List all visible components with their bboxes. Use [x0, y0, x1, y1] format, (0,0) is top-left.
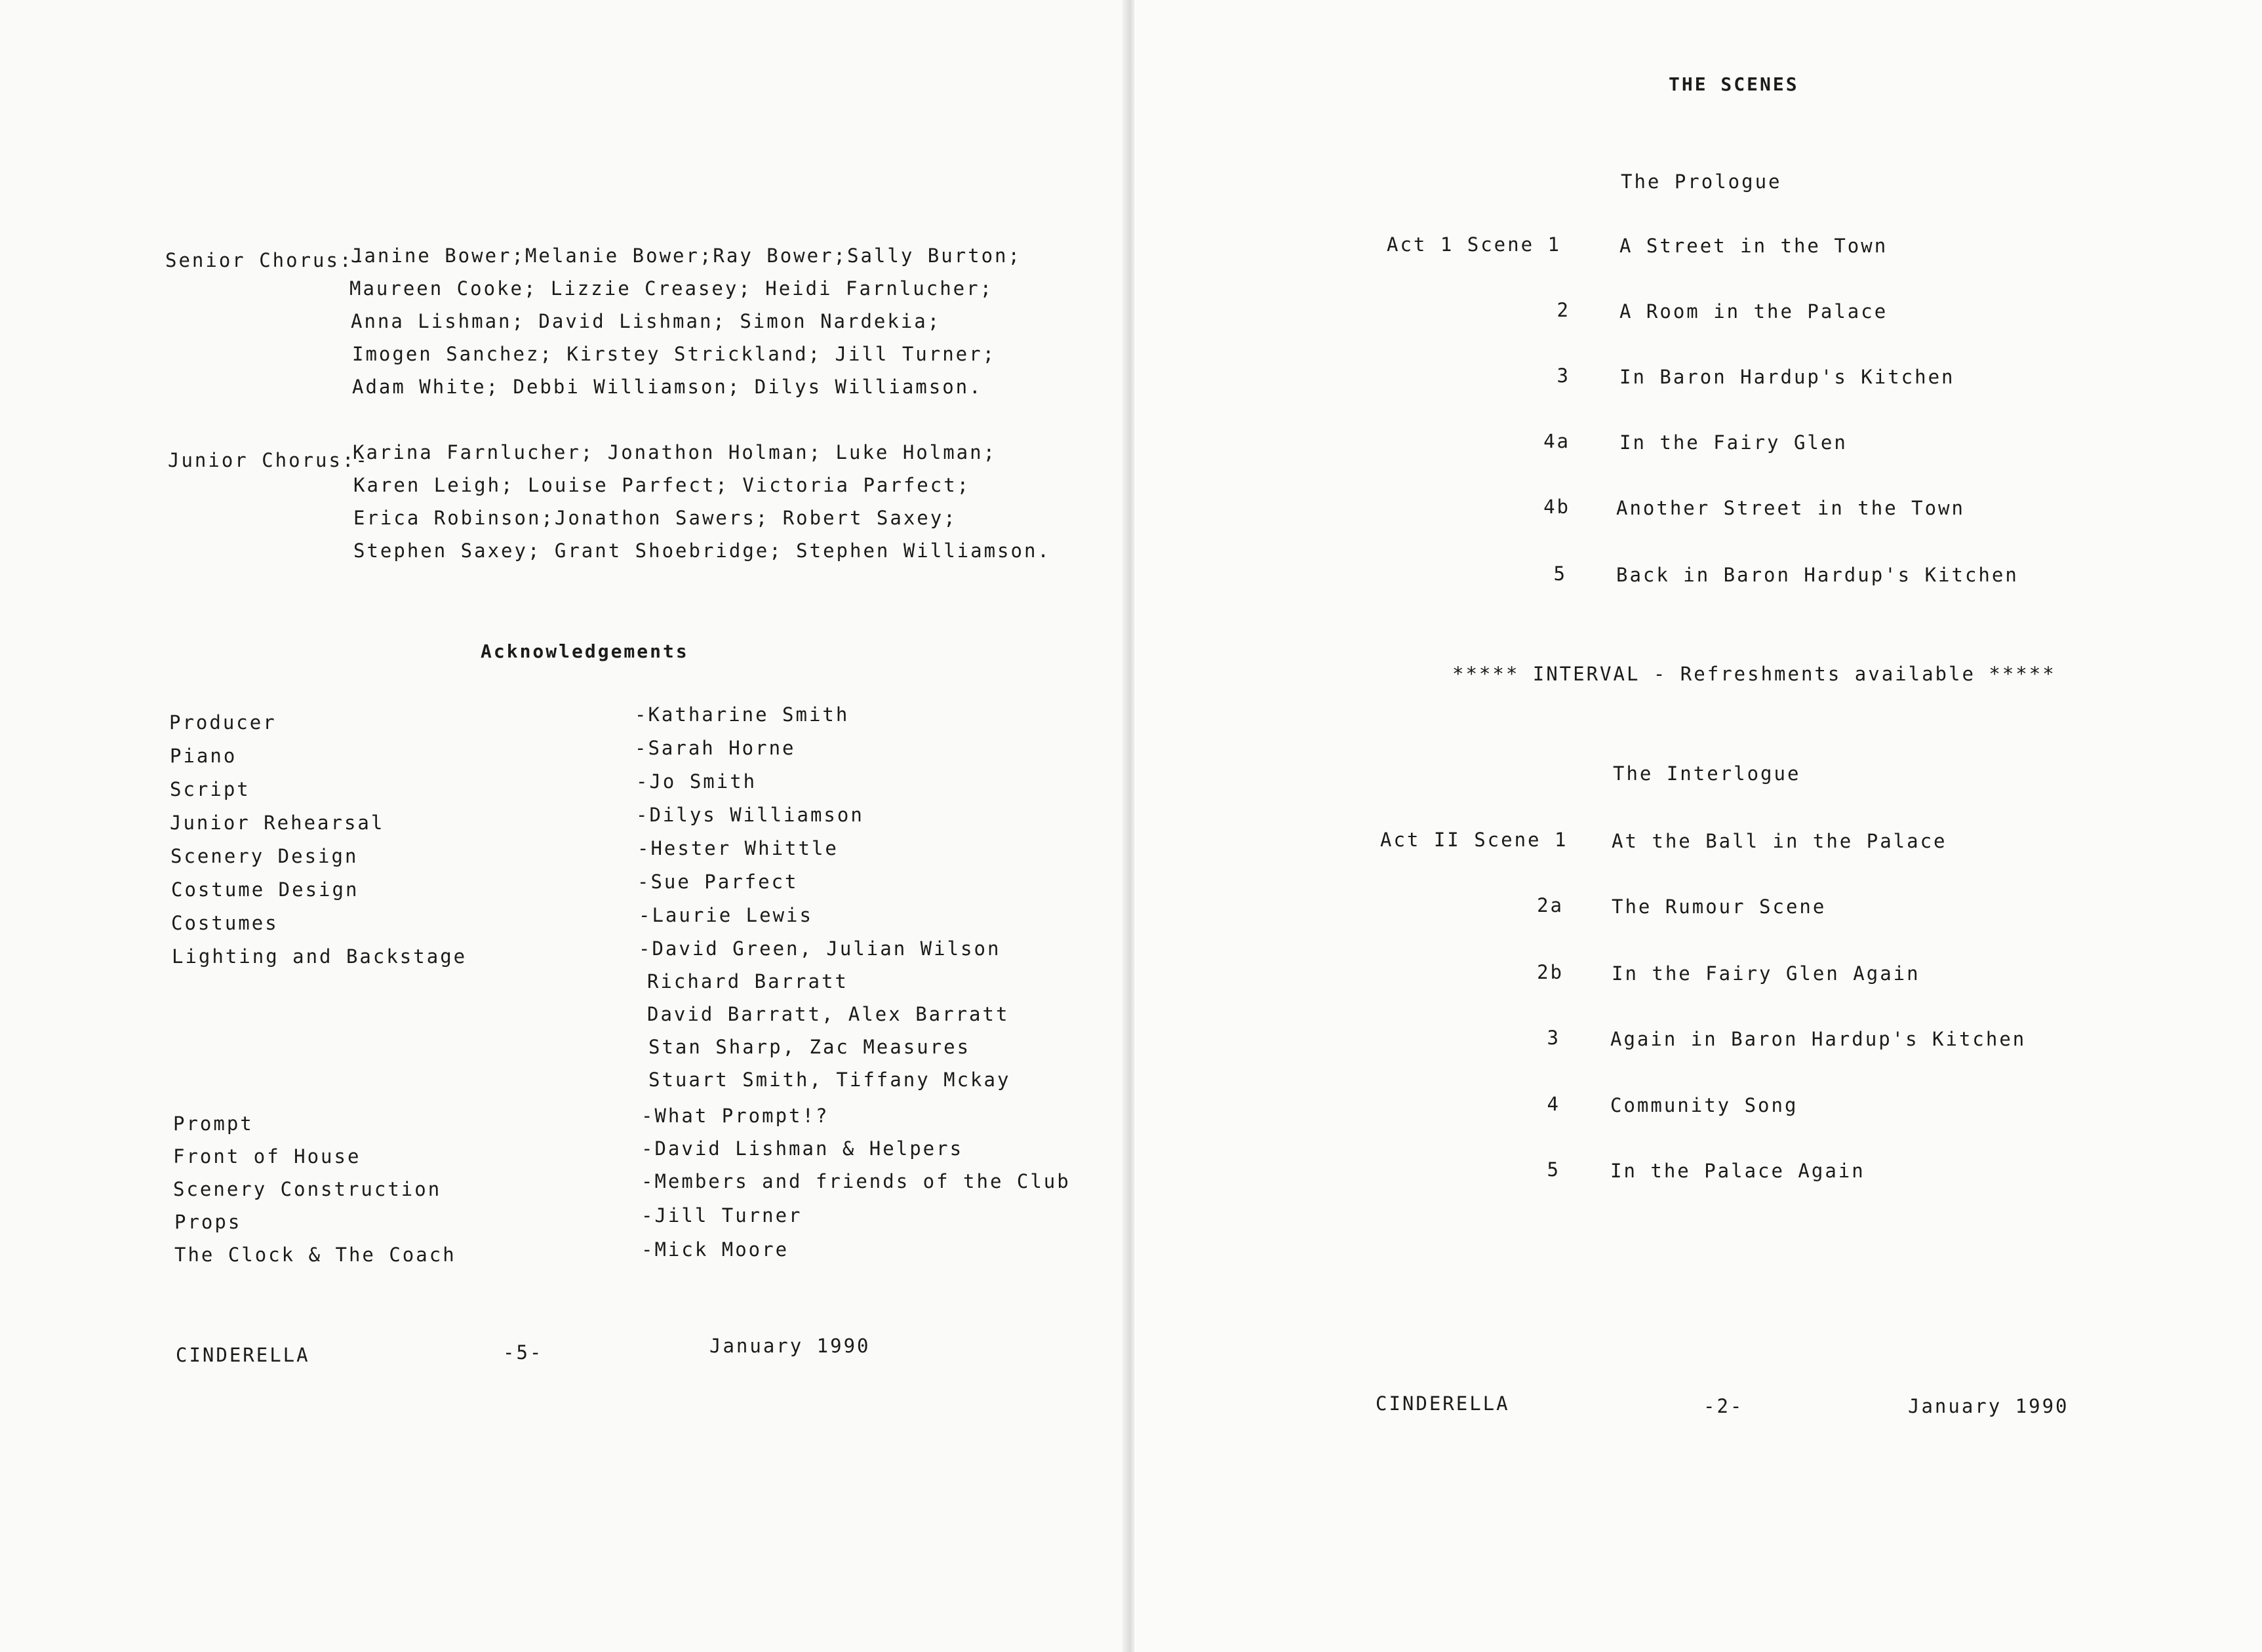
- ack-name: -Sarah Horne: [635, 737, 796, 759]
- interlogue-heading: The Interlogue: [1613, 762, 1801, 785]
- senior-chorus-line: Janine Bower;Melanie Bower;Ray Bower;Sally Burton;: [351, 245, 1022, 267]
- ack-role: Props: [174, 1211, 242, 1233]
- scene-number: 3: [1547, 1027, 1560, 1049]
- scene-description: A Room in the Palace: [1619, 300, 1888, 323]
- ack-role: Scenery Construction: [173, 1178, 442, 1200]
- scene-number: 3: [1557, 364, 1570, 387]
- scene-description: In Baron Hardup's Kitchen: [1619, 366, 1955, 388]
- scene-number: 4a: [1543, 430, 1570, 452]
- scene-description: In the Fairy Glen: [1619, 431, 1848, 454]
- footer-date: January 1990: [1908, 1395, 2069, 1417]
- scene-number: 4b: [1543, 496, 1570, 518]
- footer-page-number: -2-: [1703, 1395, 1744, 1417]
- scene-description: The Rumour Scene: [1612, 895, 1827, 918]
- ack-name: -Katharine Smith: [635, 703, 850, 726]
- acknowledgements-heading: Acknowledgements: [481, 640, 689, 662]
- junior-chorus-line: Stephen Saxey; Grant Shoebridge; Stephen Williamson.: [353, 540, 1051, 562]
- junior-chorus-line: Karina Farnlucher; Jonathon Holman; Luke Holman;: [353, 441, 997, 463]
- left-page: [0, 0, 1128, 1652]
- scene-description: At the Ball in the Palace: [1612, 830, 1947, 852]
- prologue-heading: The Prologue: [1621, 170, 1782, 193]
- ack-name: -Hester Whittle: [637, 837, 839, 859]
- ack-name: -What Prompt!?: [641, 1105, 829, 1127]
- footer-date: January 1990: [709, 1335, 871, 1357]
- ack-role: Piano: [170, 745, 237, 767]
- senior-chorus-line: Imogen Sanchez; Kirstey Strickland; Jill Turner;: [352, 343, 997, 365]
- scene-description: In the Fairy Glen Again: [1612, 962, 1920, 985]
- scene-description: Community Song: [1610, 1094, 1798, 1116]
- ack-name: -Members and friends of the Club: [641, 1170, 1071, 1192]
- ack-name: -Dilys Williamson: [636, 804, 864, 826]
- senior-chorus-label: Senior Chorus:-: [165, 249, 367, 271]
- scenes-heading: THE SCENES: [1669, 73, 1799, 95]
- junior-chorus-label: Junior Chorus:-: [168, 449, 369, 471]
- ack-name-continued: Stuart Smith, Tiffany Mckay: [648, 1069, 1011, 1091]
- ack-name-continued: Stan Sharp, Zac Measures: [648, 1036, 971, 1058]
- junior-chorus-line: Erica Robinson;Jonathon Sawers; Robert Saxey;: [353, 507, 957, 529]
- footer-title: CINDERELLA: [1376, 1392, 1510, 1415]
- scene-description: In the Palace Again: [1610, 1160, 1865, 1182]
- ack-name: -David Green, Julian Wilson: [639, 937, 1001, 960]
- scene-number: 5: [1553, 562, 1567, 585]
- interval-notice: ***** INTERVAL - Refreshments available *****: [1452, 663, 2056, 685]
- ack-name: -David Lishman & Helpers: [641, 1137, 964, 1160]
- footer-title: CINDERELLA: [176, 1344, 310, 1366]
- scene-description: Another Street in the Town: [1616, 497, 1965, 519]
- ack-name-continued: Richard Barratt: [647, 970, 848, 993]
- ack-role: Front of House: [173, 1145, 361, 1168]
- act-2-label: Act II Scene 1: [1380, 829, 1568, 851]
- senior-chorus-line: Anna Lishman; David Lishman; Simon Nardekia;: [351, 310, 942, 332]
- scene-number: 5: [1547, 1158, 1560, 1181]
- ack-role: Producer: [169, 711, 277, 734]
- right-page: [1134, 0, 2262, 1652]
- scene-number: 2a: [1537, 894, 1564, 916]
- ack-role: Junior Rehearsal: [170, 812, 385, 834]
- ack-role: The Clock & The Coach: [174, 1244, 456, 1266]
- ack-role: Lighting and Backstage: [172, 945, 467, 968]
- scene-number: 4: [1547, 1093, 1560, 1115]
- scene-number: 2b: [1537, 961, 1564, 983]
- ack-role: Script: [170, 778, 250, 800]
- scene-description: A Street in the Town: [1619, 235, 1888, 257]
- scene-number: 2: [1557, 299, 1570, 321]
- footer-page-number: -5-: [503, 1341, 544, 1364]
- junior-chorus-line: Karen Leigh; Louise Parfect; Victoria Parfect;: [353, 474, 971, 496]
- senior-chorus-line: Adam White; Debbi Williamson; Dilys Williamson.: [352, 376, 983, 398]
- scene-description: Back in Baron Hardup's Kitchen: [1616, 564, 2019, 586]
- ack-role: Costumes: [171, 912, 279, 934]
- senior-chorus-line: Maureen Cooke; Lizzie Creasey; Heidi Farnlucher;: [349, 277, 994, 300]
- act-1-label: Act 1 Scene 1: [1387, 233, 1561, 256]
- ack-name: -Jo Smith: [636, 770, 757, 793]
- ack-role: Costume Design: [171, 878, 359, 901]
- ack-role: Scenery Design: [170, 845, 359, 867]
- ack-name: -Mick Moore: [641, 1238, 789, 1261]
- ack-name: -Sue Parfect: [637, 871, 799, 893]
- ack-name-continued: David Barratt, Alex Barratt: [647, 1003, 1010, 1025]
- scene-description: Again in Baron Hardup's Kitchen: [1610, 1028, 2027, 1050]
- ack-name: -Laurie Lewis: [639, 904, 813, 926]
- ack-name: -Jill Turner: [641, 1204, 803, 1227]
- ack-role: Prompt: [173, 1112, 254, 1135]
